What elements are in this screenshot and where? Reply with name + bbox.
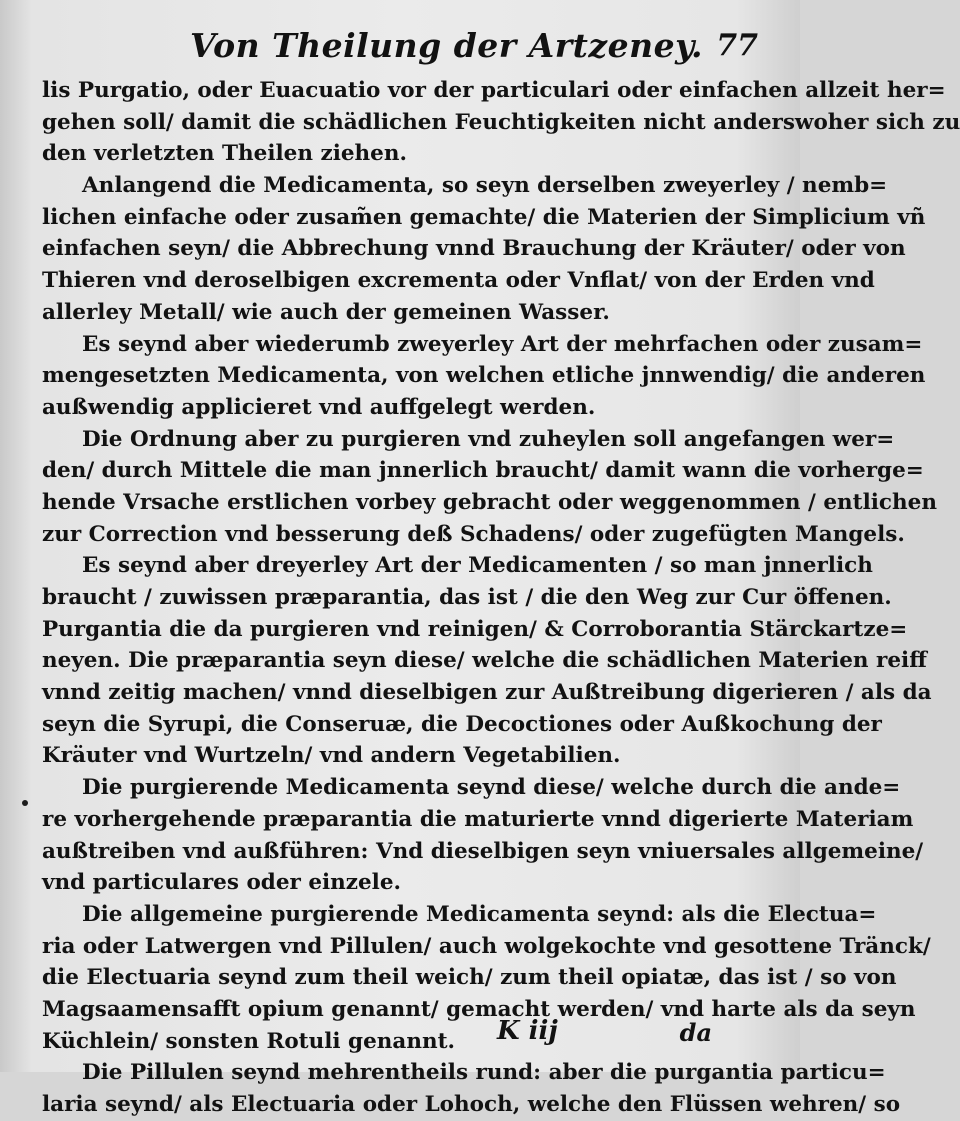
page-header — [40, 18, 760, 76]
text-line: Anlangend die Medicamenta, so seyn derselben zweyerley / nemb= — [82, 173, 888, 199]
text-line: laria seynd/ als Electuaria oder Lohoch, welche den Flüssen wehren/ so — [42, 1092, 901, 1117]
text-line: Thieren vnd deroselbigen excrementa oder Vnflat/ von der Erden vnd — [42, 268, 875, 294]
text-line: ria oder Latwergen vnd Pillulen/ auch wolgekochte vnd gesottene Tränck/ — [42, 933, 931, 959]
text-line: zur Correction vnd besserung deß Schadens/ oder zugefügten Mangels. — [42, 521, 905, 547]
text-line: Purgantia die da purgieren vnd reinigen/ & Corroborantia Stärckartze= — [42, 616, 908, 642]
body-text — [42, 75, 960, 1121]
signature-mark: K iij — [497, 1016, 558, 1046]
text-line: Die Pillulen seynd mehrentheils rund: aber die purgantia particu= — [82, 1060, 886, 1086]
text-line: mengesetzten Medicamenta, von welchen etliche jnnwendig/ die anderen — [42, 363, 926, 389]
text-line: hende Vrsache erstlichen vorbey gebracht oder weggenommen / entlichen — [42, 489, 937, 515]
text-line: vnnd zeitig machen/ vnnd dieselbigen zur Außtreibung digerieren / als da — [42, 680, 932, 706]
running-title: Von Theilung der Artzeney. — [190, 26, 704, 65]
margin-mark — [22, 800, 28, 806]
text-line: den verletzten Theilen ziehen. — [42, 141, 407, 167]
text-line: neyen. Die præparantia seyn diese/ welche die schädlichen Materien reiff — [42, 648, 927, 674]
text-line: einfachen seyn/ die Abbrechung vnnd Brauchung der Kräuter/ oder von — [42, 236, 906, 262]
text-line: allerley Metall/ wie auch der gemeinen Wasser. — [42, 299, 610, 325]
text-line: den/ durch Mittele die man jnnerlich braucht/ damit wann die vorherge= — [42, 458, 924, 484]
text-line: Kräuter vnd Wurtzeln/ vnd andern Vegetabilien. — [42, 743, 621, 769]
text-line: außwendig applicieret vnd auffgelegt werden. — [42, 394, 596, 420]
text-line: gehen soll/ damit die schädlichen Feuchtigkeiten nicht anderswoher sich zu — [42, 109, 960, 135]
text-line: vnd particulares oder einzele. — [42, 870, 402, 896]
text-line: Die Ordnung aber zu purgieren vnd zuheylen soll angefangen wer= — [82, 426, 895, 452]
text-line: lis Purgatio, oder Euacuatio vor der particulari oder einfachen allzeit her= — [42, 78, 946, 103]
text-line: lichen einfache oder zusam̃en gemachte/ die Materien der Simplicium vñ — [42, 204, 926, 230]
text-line: Magsaamensafft opium genannt/ gemacht werden/ vnd harte als da seyn — [42, 996, 916, 1022]
catchword: da — [679, 1018, 712, 1047]
text-line: braucht / zuwissen præparantia, das ist / die den Weg zur Cur öffenen. — [42, 585, 892, 610]
text-line: Die purgierende Medicamenta seynd diese/ welche durch die ande= — [82, 775, 901, 801]
text-line: Es seynd aber wiederumb zweyerley Art der mehrfachen oder zusam= — [82, 331, 923, 357]
page-number: 77 — [716, 28, 758, 63]
text-line: seyn die Syrupi, die Conseruæ, die Decoctiones oder Außkochung der — [42, 711, 882, 737]
text-line: re vorhergehende præparantia die maturierte vnnd digerierte Materiam — [42, 806, 914, 832]
text-line: die Electuaria seynd zum theil weich/ zum theil opiatæ, das ist / so von — [42, 965, 897, 991]
text-line: Die allgemeine purgierende Medicamenta seynd: als die Electua= — [82, 901, 877, 927]
text-line: außtreiben vnd außführen: Vnd dieselbigen seyn vniuersales allgemeine/ — [42, 838, 924, 864]
page-footer — [42, 1010, 712, 1060]
text-line: Küchlein/ sonsten Rotuli genannt. — [42, 1028, 456, 1054]
text-line: Es seynd aber dreyerley Art der Medicamenten / so man jnnerlich — [82, 553, 873, 579]
